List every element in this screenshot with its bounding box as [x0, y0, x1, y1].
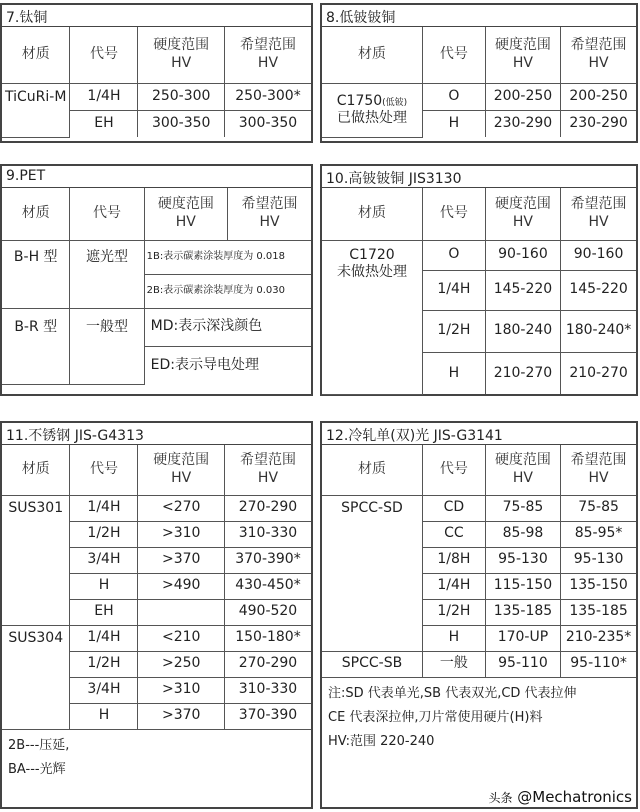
code-cell: O — [422, 83, 485, 110]
material-cell: C1720 未做热处理 — [322, 240, 422, 394]
desired-cell: 270-290 — [224, 651, 311, 677]
code-cell: CC — [422, 521, 485, 547]
desired-cell: 300-350 — [224, 110, 311, 137]
code-cell: 1/4H — [70, 625, 138, 651]
note-line: CE 代表深拉伸,刀片常使用硬片(H)料 — [328, 709, 543, 725]
note-cell: 1B:表示碳素涂装厚度为 0.018 — [144, 240, 311, 274]
panel-title: 9.PET — [2, 166, 311, 188]
hardness-cell: >370 — [138, 547, 225, 573]
desired-cell: 85-95* — [561, 521, 636, 547]
desired-cell: 370-390 — [224, 703, 311, 729]
code-cell: 一般 — [422, 651, 485, 677]
hardness-cell: >310 — [138, 521, 225, 547]
hardness-cell: 300-350 — [138, 110, 225, 137]
material-cell: SUS301 — [2, 495, 70, 625]
hardness-cell: 115-150 — [485, 573, 560, 599]
note-line: 2B---压延, — [8, 737, 70, 753]
code-cell: 3/4H — [70, 677, 138, 703]
hardness-cell: 135-185 — [485, 599, 560, 625]
material-cell: TiCuRi-M — [2, 83, 70, 137]
hardness-cell: 180-240 — [485, 310, 560, 352]
spec-table — [2, 27, 311, 138]
header-code: 代号 — [422, 27, 485, 83]
material-cell: SPCC-SD — [322, 495, 422, 651]
desired-cell: 95-130 — [561, 547, 636, 573]
header-hardness: 硬度范围 HV — [485, 445, 560, 495]
hardness-cell: 230-290 — [485, 110, 560, 137]
code-cell: 1/2H — [70, 651, 138, 677]
code-cell: H — [422, 625, 485, 651]
desired-cell: 210-270 — [561, 352, 636, 394]
hardness-cell: <210 — [138, 625, 225, 651]
desired-cell: 430-450* — [224, 573, 311, 599]
spec-table — [322, 188, 636, 395]
header-hardness: 硬度范围 HV — [485, 27, 560, 83]
code-cell: 1/8H — [422, 547, 485, 573]
panel-title: 11.不锈钢 JIS-G4313 — [2, 423, 311, 445]
hardness-cell: >310 — [138, 677, 225, 703]
code-cell: 1/4H — [70, 495, 138, 521]
panel-title: 7.钛铜 — [2, 5, 311, 27]
panel-8-low-beryllium-copper — [320, 3, 638, 143]
hardness-cell: 170-UP — [485, 625, 560, 651]
header-hardness: 硬度范围 HV — [138, 445, 225, 495]
material-cell: SPCC-SB — [322, 651, 422, 677]
hardness-cell: 95-130 — [485, 547, 560, 573]
hardness-cell: >250 — [138, 651, 225, 677]
header-material: 材质 — [2, 188, 70, 240]
desired-cell: 270-290 — [224, 495, 311, 521]
header-hardness: 硬度范围 HV — [144, 188, 227, 240]
hardness-cell: 145-220 — [485, 270, 560, 310]
desired-cell: 310-330 — [224, 521, 311, 547]
panel-11-stainless-steel — [0, 421, 313, 809]
desired-cell: 145-220 — [561, 270, 636, 310]
desired-cell: 135-185 — [561, 599, 636, 625]
header-hardness: 硬度范围 HV — [138, 27, 225, 83]
note-cell: MD:表示深浅颜色 — [144, 308, 311, 346]
desired-cell: 75-85 — [561, 495, 636, 521]
code-cell: EH — [70, 110, 138, 137]
spec-table — [2, 445, 311, 786]
header-desired: 希望范围 HV — [561, 188, 636, 240]
hardness-cell: 75-85 — [485, 495, 560, 521]
code-cell: 1/2H — [70, 521, 138, 547]
header-code: 代号 — [70, 188, 144, 240]
note-line: HV:范围 220-240 — [328, 733, 435, 749]
header-code: 代号 — [70, 27, 138, 83]
header-desired: 希望范围 HV — [228, 188, 311, 240]
panel-12-cold-rolled-steel — [320, 421, 638, 809]
hardness-cell: 95-110 — [485, 651, 560, 677]
header-desired: 希望范围 HV — [561, 27, 636, 83]
code-cell: CD — [422, 495, 485, 521]
hardness-cell: 90-160 — [485, 240, 560, 270]
code-cell: O — [422, 240, 485, 270]
desired-cell: 180-240* — [561, 310, 636, 352]
hardness-cell: 210-270 — [485, 352, 560, 394]
desired-cell: 250-300* — [224, 83, 311, 110]
desired-cell: 135-150 — [561, 573, 636, 599]
code-cell: 1/2H — [422, 310, 485, 352]
desired-cell: 230-290 — [561, 110, 636, 137]
header-code: 代号 — [422, 445, 485, 495]
desired-cell: 370-390* — [224, 547, 311, 573]
spec-table — [2, 188, 311, 385]
watermark-text: @Mechatronics — [517, 788, 632, 806]
material-cell: SUS304 — [2, 625, 70, 729]
hardness-cell: 200-250 — [485, 83, 560, 110]
desired-cell: 490-520 — [224, 599, 311, 625]
panel-9-pet — [0, 164, 313, 396]
header-material: 材质 — [2, 27, 70, 83]
header-material: 材质 — [322, 27, 422, 83]
note-line: BA---光辉 — [8, 761, 66, 777]
header-code: 代号 — [422, 188, 485, 240]
header-material: 材质 — [2, 445, 70, 495]
note-cell: 2B:表示碳素涂装厚度为 0.030 — [144, 274, 311, 308]
hardness-cell — [138, 599, 225, 625]
note-cell: ED:表示导电处理 — [144, 346, 311, 384]
code-cell: 1/4H — [422, 573, 485, 599]
desired-cell: 310-330 — [224, 677, 311, 703]
header-desired: 希望范围 HV — [224, 27, 311, 83]
hardness-cell: >490 — [138, 573, 225, 599]
panel-title: 8.低铍铍铜 — [322, 5, 636, 27]
panel-note — [322, 677, 636, 758]
desired-cell: 150-180* — [224, 625, 311, 651]
material-cell: C1750(低铍) 已做热处理 — [322, 83, 422, 137]
type-cell: 一般型 — [70, 308, 144, 384]
header-material: 材质 — [322, 445, 422, 495]
hardness-cell: <270 — [138, 495, 225, 521]
note-line: 注:SD 代表单光,SB 代表双光,CD 代表拉伸 — [328, 685, 577, 701]
code-cell: EH — [70, 599, 138, 625]
watermark-logo: 头条 — [488, 791, 513, 805]
panel-10-high-beryllium-copper — [320, 164, 638, 396]
spec-table — [322, 27, 636, 138]
header-hardness: 硬度范围 HV — [485, 188, 560, 240]
material-cell: B-H 型 — [2, 240, 70, 308]
code-cell: 1/4H — [422, 270, 485, 310]
header-desired: 希望范围 HV — [224, 445, 311, 495]
code-cell: 1/2H — [422, 599, 485, 625]
hardness-cell: >370 — [138, 703, 225, 729]
code-cell: H — [70, 703, 138, 729]
header-desired: 希望范围 HV — [561, 445, 636, 495]
code-cell: H — [422, 352, 485, 394]
material-cell: B-R 型 — [2, 308, 70, 384]
header-code: 代号 — [70, 445, 138, 495]
code-cell: H — [422, 110, 485, 137]
spec-table — [322, 445, 636, 758]
code-cell: 3/4H — [70, 547, 138, 573]
panel-title: 12.冷轧单(双)光 JIS-G3141 — [322, 423, 636, 445]
desired-cell: 200-250 — [561, 83, 636, 110]
panel-7-titanium-copper — [0, 3, 313, 143]
code-cell: H — [70, 573, 138, 599]
watermark — [488, 788, 632, 806]
desired-cell: 90-160 — [561, 240, 636, 270]
hardness-cell: 85-98 — [485, 521, 560, 547]
panel-title: 10.高铍铍铜 JIS3130 — [322, 166, 636, 188]
type-cell: 遮光型 — [70, 240, 144, 308]
hardness-cell: 250-300 — [138, 83, 225, 110]
desired-cell: 210-235* — [561, 625, 636, 651]
panel-note — [2, 729, 311, 786]
header-material: 材质 — [322, 188, 422, 240]
desired-cell: 95-110* — [561, 651, 636, 677]
code-cell: 1/4H — [70, 83, 138, 110]
